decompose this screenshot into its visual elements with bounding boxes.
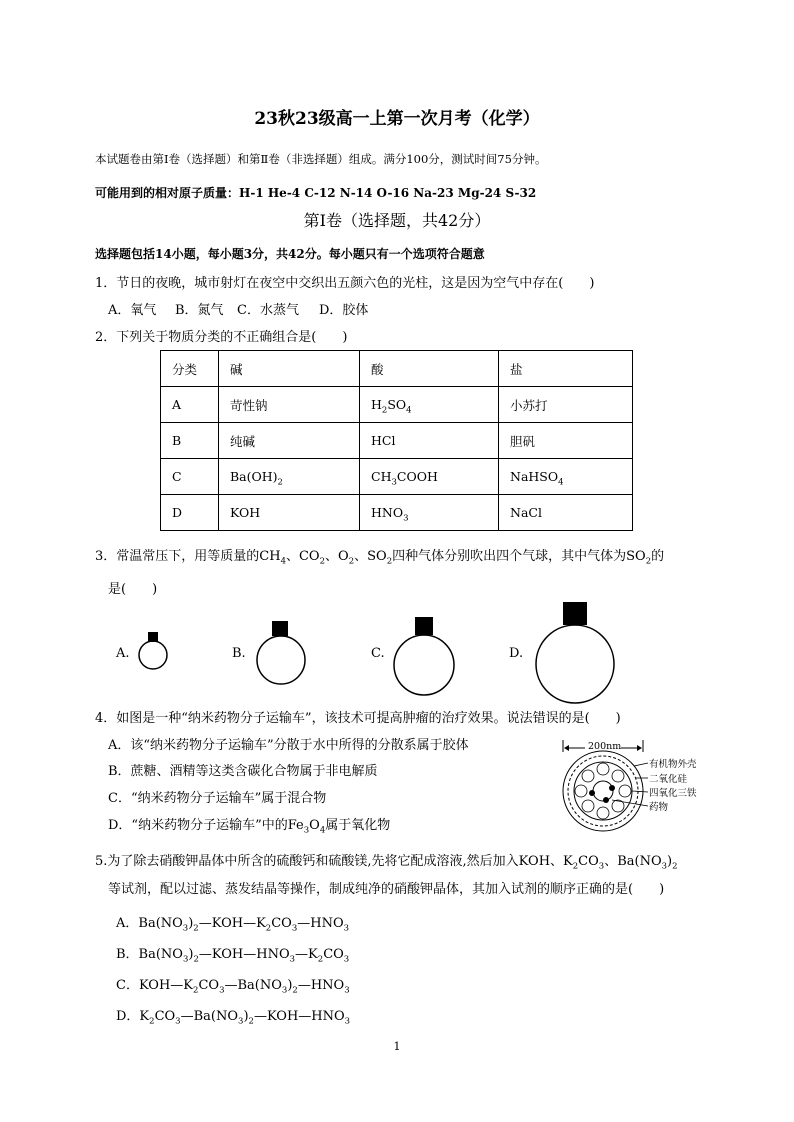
balloon-b bbox=[257, 621, 305, 684]
table-cell: NaCl bbox=[499, 495, 633, 531]
section-instructions: 选择题包括14小题，每小题3分，共42分。每小题只有一个选项符合题意 bbox=[95, 247, 485, 261]
table-cell: $HNO_3$ bbox=[360, 495, 499, 531]
q5-option-b[interactable]: B．$Ba(NO_3)_2—KOH—HNO_3—K_2CO_3$ bbox=[116, 947, 350, 965]
page-number: 1 bbox=[393, 1040, 401, 1053]
q1-option-d[interactable]: D．胶体 bbox=[319, 303, 369, 318]
balloon-b-label[interactable]: B. bbox=[232, 646, 246, 661]
exam-intro: 本试题卷由第Ⅰ卷（选择题）和第Ⅱ卷（非选择题）组成。满分100分，测试时间75分钟。 bbox=[95, 152, 547, 166]
q5-stem-line1: 5.为了除去硝酸钾晶体中所含的硫酸钙和硫酸镁,先将它配成溶液,然后加入KOH、$K_2CO_3$、$Ba(NO_3)_2$ bbox=[95, 854, 678, 872]
q5-option-a[interactable]: A．$Ba(NO_3)_2—KOH—K_2CO_3—HNO_3$ bbox=[116, 916, 350, 934]
table-cell: C bbox=[161, 459, 219, 495]
nano-vehicle-figure bbox=[563, 740, 648, 831]
table-cell: 胆矾 bbox=[499, 423, 633, 459]
balloon-d bbox=[536, 602, 614, 703]
atomic-masses: 可能用到的相对原子质量：H-1 He-4 C-12 N-14 O-16 Na-23 Mg-24 S-32 bbox=[95, 186, 537, 200]
q2-stem: 2．下列关于物质分类的不正确组合是( ) bbox=[95, 330, 348, 345]
figure-label-shell: 有机物外壳 bbox=[649, 759, 697, 770]
figure-size-label: 200nm bbox=[588, 741, 622, 752]
table-header-cell: 盐 bbox=[499, 351, 633, 387]
q4-stem: 4．如图是一种“纳米药物分子运输车”，该技术可提高肿瘤的治疗效果。说法错误的是( ) bbox=[95, 711, 621, 726]
table-cell: 苛性钠 bbox=[219, 387, 360, 423]
table-cell: $CH_3COOH$ bbox=[360, 459, 499, 495]
table-cell: KOH bbox=[219, 495, 360, 531]
table-header-cell: 分类 bbox=[161, 351, 219, 387]
table-cell: 纯碱 bbox=[219, 423, 360, 459]
q3-stem-line2: 是( ) bbox=[108, 582, 158, 597]
figure-label-silica: 二氧化硅 bbox=[649, 774, 688, 785]
q5-stem-line2: 等试剂，配以过滤、蒸发结晶等操作，制成纯净的硝酸钾晶体，其加入试剂的顺序正确的是( ) bbox=[108, 882, 665, 897]
table-cell: $Ba(OH)_2$ bbox=[219, 459, 360, 495]
figure-label-fe3o4: 四氧化三铁 bbox=[649, 788, 697, 799]
balloon-a bbox=[139, 632, 167, 669]
table-header-cell: 酸 bbox=[360, 351, 499, 387]
q4-option-a[interactable]: A．该“纳米药物分子运输车”分散于水中所得的分散系属于胶体 bbox=[108, 738, 469, 753]
table-cell: $H_2SO_4$ bbox=[360, 387, 499, 423]
q4-option-b[interactable]: B．蔗糖、酒精等这类含碳化合物属于非电解质 bbox=[108, 764, 378, 779]
table-cell: 小苏打 bbox=[499, 387, 633, 423]
table-cell: D bbox=[161, 495, 219, 531]
q1-option-b[interactable]: B．氮气 bbox=[175, 303, 224, 318]
section-title: 第Ⅰ卷（选择题，共42分） bbox=[303, 211, 491, 230]
table-cell: A bbox=[161, 387, 219, 423]
figure-label-drug: 药物 bbox=[649, 802, 669, 813]
table-cell: HCl bbox=[360, 423, 499, 459]
table-header-cell: 碱 bbox=[219, 351, 360, 387]
balloon-c-label[interactable]: C. bbox=[371, 646, 385, 661]
balloon-c bbox=[394, 617, 454, 695]
q1-stem: 1．节日的夜晚，城市射灯在夜空中交织出五颜六色的光柱，这是因为空气中存在( ) bbox=[95, 276, 595, 291]
q1-option-c[interactable]: C．水蒸气 bbox=[237, 303, 299, 318]
q3-stem-line1: 3．常温常压下，用等质量的$CH_4$、$CO_2$、$O_2$、$SO_2$四种气体分别吹出四个气球，其中气体为$SO_2$的 bbox=[95, 549, 665, 567]
page-title: 23秋23级高一上第一次月考（化学） bbox=[254, 109, 540, 129]
balloon-d-label[interactable]: D. bbox=[509, 646, 524, 661]
table-cell: NaHSO$_4$ bbox=[499, 459, 633, 495]
q1-option-a[interactable]: A．氧气 bbox=[108, 303, 157, 318]
balloon-a-label[interactable]: A. bbox=[116, 646, 130, 661]
q4-option-c[interactable]: C．“纳米药物分子运输车”属于混合物 bbox=[108, 791, 327, 806]
q4-option-d[interactable]: D．“纳米药物分子运输车”中的$Fe_3O_4$属于氧化物 bbox=[108, 818, 391, 836]
table-cell: B bbox=[161, 423, 219, 459]
q5-option-d[interactable]: D．$K_2CO_3—Ba(NO_3)_2—KOH—HNO_3$ bbox=[116, 1009, 351, 1027]
q5-option-c[interactable]: C．$KOH—K_2CO_3—Ba(NO_3)_2—HNO_3$ bbox=[116, 978, 350, 996]
